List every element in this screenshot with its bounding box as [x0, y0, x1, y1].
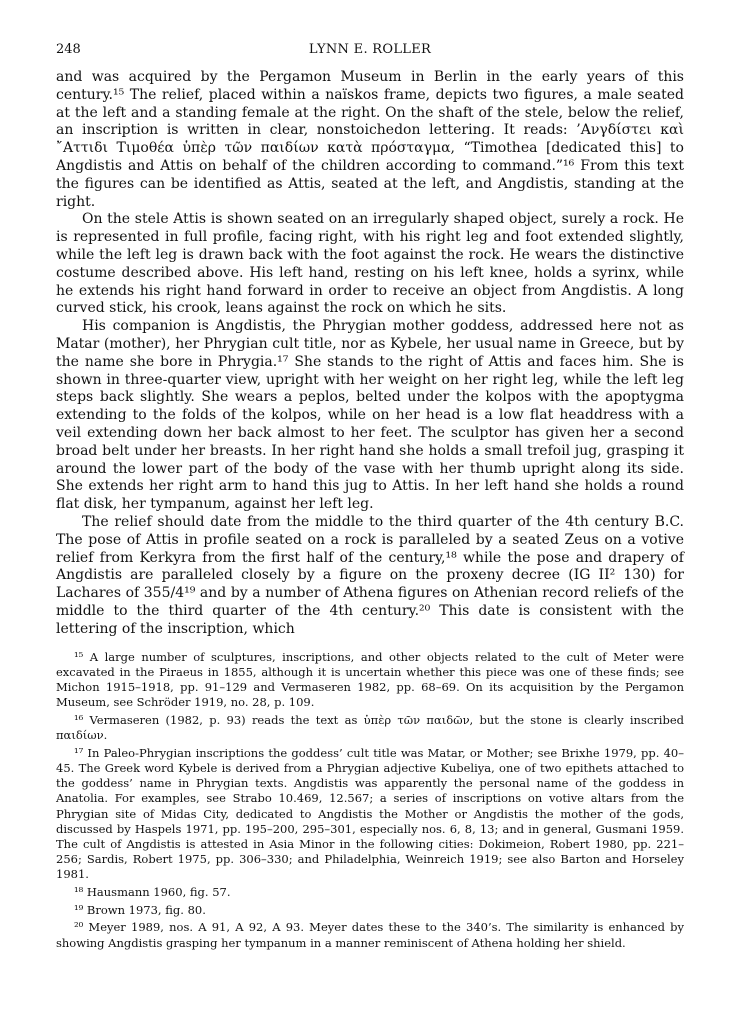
running-head	[56, 42, 684, 57]
footnote: ¹⁸ Hausmann 1960, fig. 57.	[74, 885, 231, 900]
running-head-author: LYNN E. ROLLER	[308, 42, 432, 57]
footnote: ¹⁶ Vermaseren (1982, p. 93) reads the text as ὑπὲρ τῶν παιδῶν, but the stone is clearly inscribed παιδίων.	[56, 712, 684, 743]
paragraph: On the stele Attis is shown seated on an irregularly shaped object, surely a rock. He is represented in full profile, facing right, with his right leg and foot extended slightly, while the left leg is drawn back with the foot against the rock. He wears the distinctive costume described above. His left hand, resting on his left knee, holds a syrinx, while he extends his right hand forward in order to receive an object from Angdistis. A long curved stick, his crook, leans against the rock on which he sits.	[56, 211, 684, 317]
paragraph: and was acquired by the Pergamon Museum in Berlin in the early years of this century.¹⁵ The relief, placed within a naïskos frame, depicts two figures, a male seated at the left and a standing female at the right. On the shaft of the stele, below the relief, an inscription is written in clear, nonstoichedon lettering. It reads: ’Ανγδίστει καὶ ῎Αττιδι Τιμοθέα ὑπὲρ τῶν παιδίων κατὰ πρόσταγμα, “Timothea [dedicated this] to Angdistis and Attis on behalf of the children according to command.”¹⁶ From this text the figures can be identified as Attis, seated at the left, and Angdistis, standing at the right.	[56, 69, 684, 210]
footnotes	[56, 650, 684, 951]
page	[56, 42, 684, 953]
footnote: ²⁰ Meyer 1989, nos. A 91, A 92, A 93. Meyer dates these to the 340’s. The similarity is enhanced by showing Angdistis grasping her tympanum in a manner reminiscent of Athena holding her shield.	[56, 920, 684, 950]
footnote: ¹⁹ Brown 1973, fig. 80.	[74, 902, 206, 917]
paragraph: His companion is Angdistis, the Phrygian mother goddess, addressed here not as Matar (mother), her Phrygian cult title, nor as Kybele, her usual name in Greece, but by the name she bore in Phrygia.¹⁷ She stands to the right of Attis and faces him. She is shown in three-quarter view, upright with her weight on her right leg, while the left leg steps back slightly. She wears a peplos, belted under the kolpos with the apoptygma extending to the folds of the kolpos, while on her head is a low flat headdress with a veil extending down her back almost to her feet. The sculptor has given her a second broad belt under her breasts. In her right hand she holds a small trefoil jug, grasping it around the lower part of the body of the vase with her thumb upright along its side. She extends her right arm to hand this jug to Attis. In her left hand she holds a round flat disk, her tympanum, against her left leg.	[56, 318, 684, 513]
page-number: 248	[56, 42, 81, 57]
footnote: ¹⁵ A large number of sculptures, inscriptions, and other objects related to the cult of Meter were excavated in the Piraeus in 1855, although it is uncertain whether this piece was one of these finds; see Michon 1915–1918, pp. 91–129 and Vermaseren 1982, pp. 68–69. On its acquisition by the Pergamon Museum, see Schröder 1919, no. 28, p. 109.	[56, 649, 684, 710]
paragraph: The relief should date from the middle to the third quarter of the 4th century B.C. The pose of Attis in profile seated on a rock is paralleled by a seated Zeus on a votive relief from Kerkyra from the first half of the century,¹⁸ while the pose and drapery of Angdistis are paralleled closely by a figure on the proxeny decree (IG II² 130) for Lachares of 355/4¹⁹ and by a number of Athena figures on Athenian record reliefs of the middle to the third quarter of the 4th century.²⁰ This date is consistent with the lettering of the inscription, which	[56, 513, 684, 637]
footnote: ¹⁷ In Paleo-Phrygian inscriptions the goddess’ cult title was Matar, or Mother; see Brixhe 1979, pp. 40–45. The Greek word Kybele is derived from a Phrygian adjective Kubeliya, one of two epithets attached to the goddess’ name in Phrygian texts. Angdistis was apparently the personal name of the goddess in Anatolia. For examples, see Strabo 10.469, 12.567; a series of inscriptions on votive altars from the Phrygian site of Midas City, dedicated to Angdistis the Mother or Angdistis the mother of the gods, discussed by Haspels 1971, pp. 195–200, 295–301, especially nos. 6, 8, 13; and in general, Gusmani 1959. The cult of Angdistis is attested in Asia Minor in the following cities: Dokimeion, Robert 1980, pp. 221–256; Sardis, Robert 1975, pp. 306–330; and Philadelphia, Weinreich 1919; see also Barton and Horseley 1981.	[56, 745, 684, 882]
body-text	[56, 69, 684, 639]
